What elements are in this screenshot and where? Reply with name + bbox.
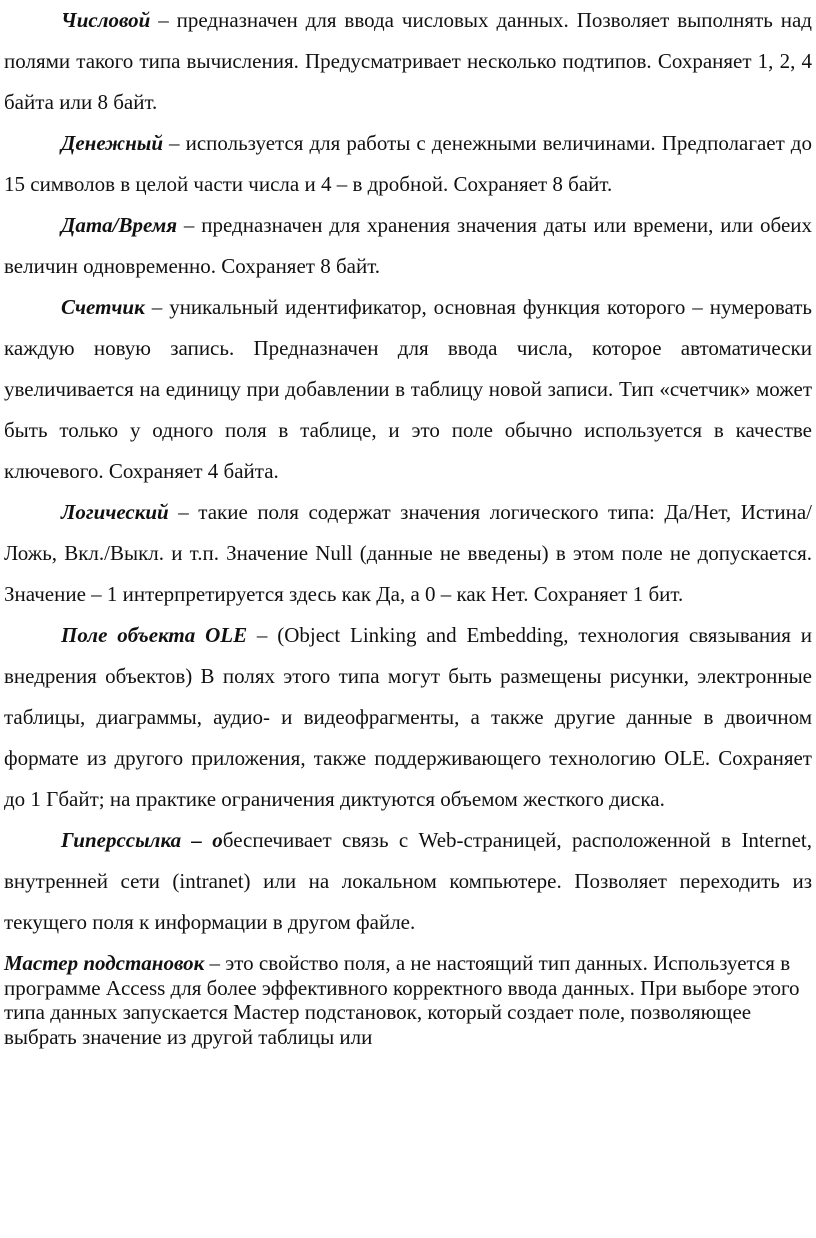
paragraph-currency bbox=[0, 123, 816, 205]
description-ole: – (Object Linking and Embedding, технология связывания и внедрения объектов) В полях этого типа могут быть размещены рисунки, электронные таблицы, диаграммы, аудио- и видеофрагменты, а также другие данные в двоичном формате из другого приложения, также поддерживающего технологию OLE. Сохраняет до 1 Гбайт; на практике ограничения диктуются объемом жесткого диска. bbox=[4, 623, 813, 811]
description-logical: – такие поля содержат значения логического типа: Да/Нет, Истина/Ложь, Вкл./Выкл. и т.п. Значение Null (данные не введены) в этом поле не допускается. Значение – 1 интерпретируется здесь как Да, а 0 – как Нет. Сохраняет 1 бит. bbox=[4, 500, 812, 606]
term-hyperlink: Гиперссылка – о bbox=[61, 828, 223, 852]
paragraph-logical bbox=[0, 492, 816, 615]
paragraph-lookup-wizard bbox=[0, 951, 816, 1049]
description-counter: – уникальный идентификатор, основная функция которого – нумеровать каждую новую запись. Предназначен для ввода числа, которое автоматически увеличивается на единицу при добавлении в таблицу новой записи. Тип «счетчик» может быть только у одного поля в таблице, и это поле обычно используется в качестве ключевого. Сохраняет 4 байта. bbox=[4, 295, 812, 483]
term-logical: Логический bbox=[61, 500, 169, 524]
term-ole: Поле объекта OLE bbox=[61, 623, 248, 647]
description-datetime: – предназначен для хранения значения даты или времени, или обеих величин одновременно. Сохраняет 8 байт. bbox=[4, 213, 812, 278]
paragraph-datetime bbox=[0, 205, 816, 287]
term-numeric: Числовой bbox=[61, 8, 151, 32]
paragraph-counter bbox=[0, 287, 816, 492]
description-currency: – используется для работы с денежными величинами. Предполагает до 15 символов в целой части числа и 4 – в дробной. Сохраняет 8 байт. bbox=[4, 131, 812, 196]
term-lookup-wizard: Мастер подстановок bbox=[4, 951, 205, 975]
paragraph-numeric bbox=[0, 0, 816, 123]
paragraph-hyperlink bbox=[0, 820, 816, 943]
term-currency: Денежный bbox=[61, 131, 164, 155]
term-counter: Счетчик bbox=[61, 295, 145, 319]
description-numeric: – предназначен для ввода числовых данных. Позволяет выполнять над полями такого типа вычисления. Предусматривает несколько подтипов. Сохраняет 1, 2, 4 байта или 8 байт. bbox=[4, 8, 812, 114]
description-lookup-wizard: – это свойство поля, а не настоящий тип данных. Используется в программе Access для более эффективного корректного ввода данных. При выборе этого типа данных запускается Мастер подстановок, который создает поле, позволяющее выбрать значение из другой таблицы или bbox=[4, 951, 800, 1049]
term-datetime: Дата/Время bbox=[61, 213, 178, 237]
paragraph-ole bbox=[0, 615, 816, 820]
description-hyperlink: беспечивает связь с Web-страницей, расположенной в Internet, внутренней сети (intranet) или на локальном компьютере. Позволяет переходить из текущего поля к информации в другом файле. bbox=[4, 828, 812, 934]
